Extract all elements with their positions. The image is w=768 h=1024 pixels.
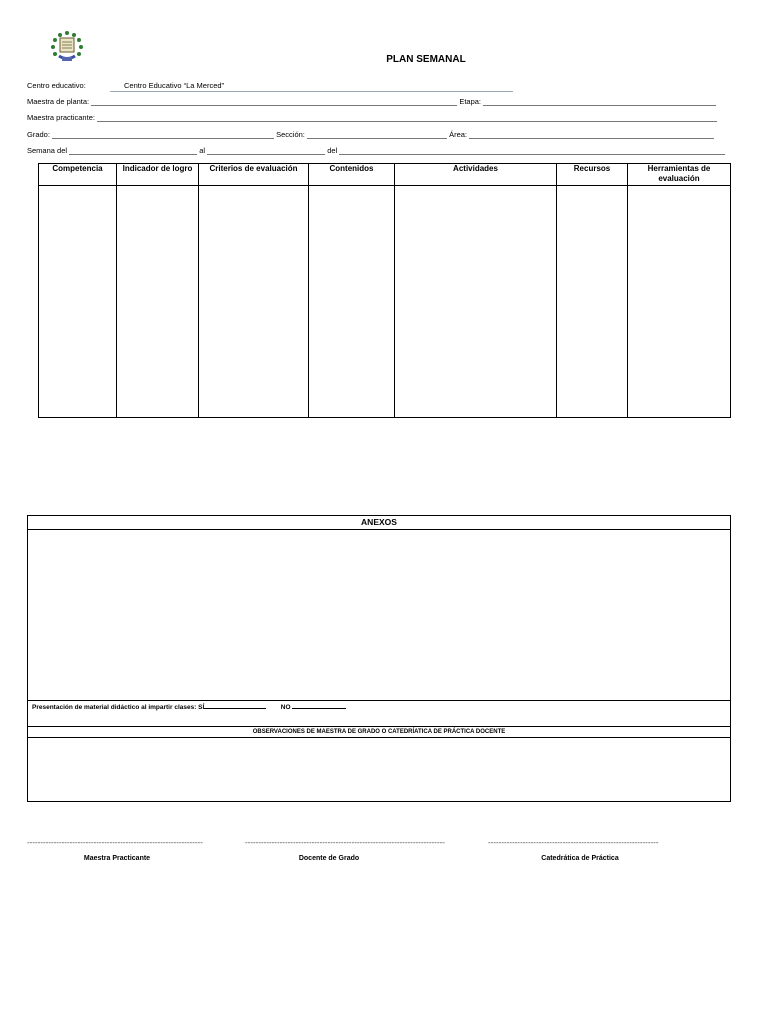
grado-row — [27, 130, 714, 139]
presentacion-label: Presentación de material didáctico al impartir clases: SÍ — [32, 704, 205, 711]
etapa-label: Etapa: — [459, 97, 481, 106]
column-header-contenidos: Contenidos — [309, 164, 395, 186]
indicador-cell[interactable] — [117, 186, 199, 418]
grado-label: Grado: — [27, 130, 50, 139]
herramientas-cell[interactable] — [628, 186, 731, 418]
presentacion-no-label: NO — [280, 704, 291, 711]
signature-line-catedratica: ---------------------------------------------------------------- — [488, 838, 659, 847]
area-label: Área: — [449, 130, 468, 139]
recursos-cell[interactable] — [557, 186, 628, 418]
maestra-planta-label: Maestra de planta: — [27, 97, 90, 106]
plan-table — [38, 163, 731, 418]
maestra-planta-row — [27, 97, 716, 106]
signature-label-docente: Docente de Grado — [298, 855, 360, 862]
competencia-cell[interactable] — [39, 186, 117, 418]
anexos-title: ANEXOS — [28, 516, 730, 530]
signature-line-practicante: ------------------------------------------------------------------ — [27, 838, 203, 847]
del-label: del — [327, 146, 338, 155]
page-title: PLAN SEMANAL — [386, 54, 466, 65]
actividades-cell[interactable] — [395, 186, 557, 418]
semana-year-field[interactable] — [339, 146, 725, 155]
semana-end-field[interactable] — [207, 146, 325, 155]
maestra-practicante-field[interactable] — [97, 113, 717, 122]
etapa-field[interactable] — [483, 97, 716, 106]
column-header-recursos: Recursos — [557, 164, 628, 186]
signature-line-docente: --------------------------------------------------------------------------- — [245, 838, 445, 847]
column-header-actividades: Actividades — [395, 164, 557, 186]
semana-start-field[interactable] — [69, 146, 197, 155]
column-header-competencia: Competencia — [39, 164, 117, 186]
anexos-section — [27, 515, 731, 802]
signature-label-catedratica: Catedrática de Práctica — [541, 855, 619, 862]
signature-label-practicante: Maestra Practicante — [83, 855, 151, 862]
observaciones-content-area[interactable] — [28, 738, 730, 800]
maestra-practicante-row — [27, 113, 717, 122]
maestra-practicante-label: Maestra practicante: — [27, 113, 95, 122]
criterios-cell[interactable] — [199, 186, 309, 418]
al-label: al — [199, 146, 206, 155]
centro-educativo-label: Centro educativo: — [27, 81, 86, 90]
presentacion-si-field[interactable] — [204, 701, 266, 709]
presentacion-no-field[interactable] — [292, 701, 346, 709]
semana-label: Semana del — [27, 146, 68, 155]
centro-educativo-underline — [110, 91, 513, 92]
presentacion-row — [28, 701, 730, 727]
column-header-indicador: Indicador de logro — [117, 164, 199, 186]
maestra-planta-field[interactable] — [91, 97, 457, 106]
centro-educativo-value[interactable]: Centro Educativo “La Merced” — [124, 81, 225, 90]
observaciones-title: OBSERVACIONES DE MAESTRA DE GRADO O CATEDRÍATICA DE PRÁCTICA DOCENTE — [28, 727, 730, 738]
area-field[interactable] — [469, 130, 714, 139]
column-header-herramientas: Herramientas de evaluación — [628, 164, 731, 186]
anexos-content-area[interactable] — [28, 530, 730, 701]
column-header-criterios: Criterios de evaluación — [199, 164, 309, 186]
plan-table-row — [39, 186, 731, 418]
seccion-field[interactable] — [307, 130, 447, 139]
semana-row — [27, 146, 725, 155]
contenidos-cell[interactable] — [309, 186, 395, 418]
seccion-label: Sección: — [276, 130, 305, 139]
grado-field[interactable] — [52, 130, 274, 139]
centro-educativo-row — [27, 81, 86, 90]
plan-table-header-row — [39, 164, 731, 186]
